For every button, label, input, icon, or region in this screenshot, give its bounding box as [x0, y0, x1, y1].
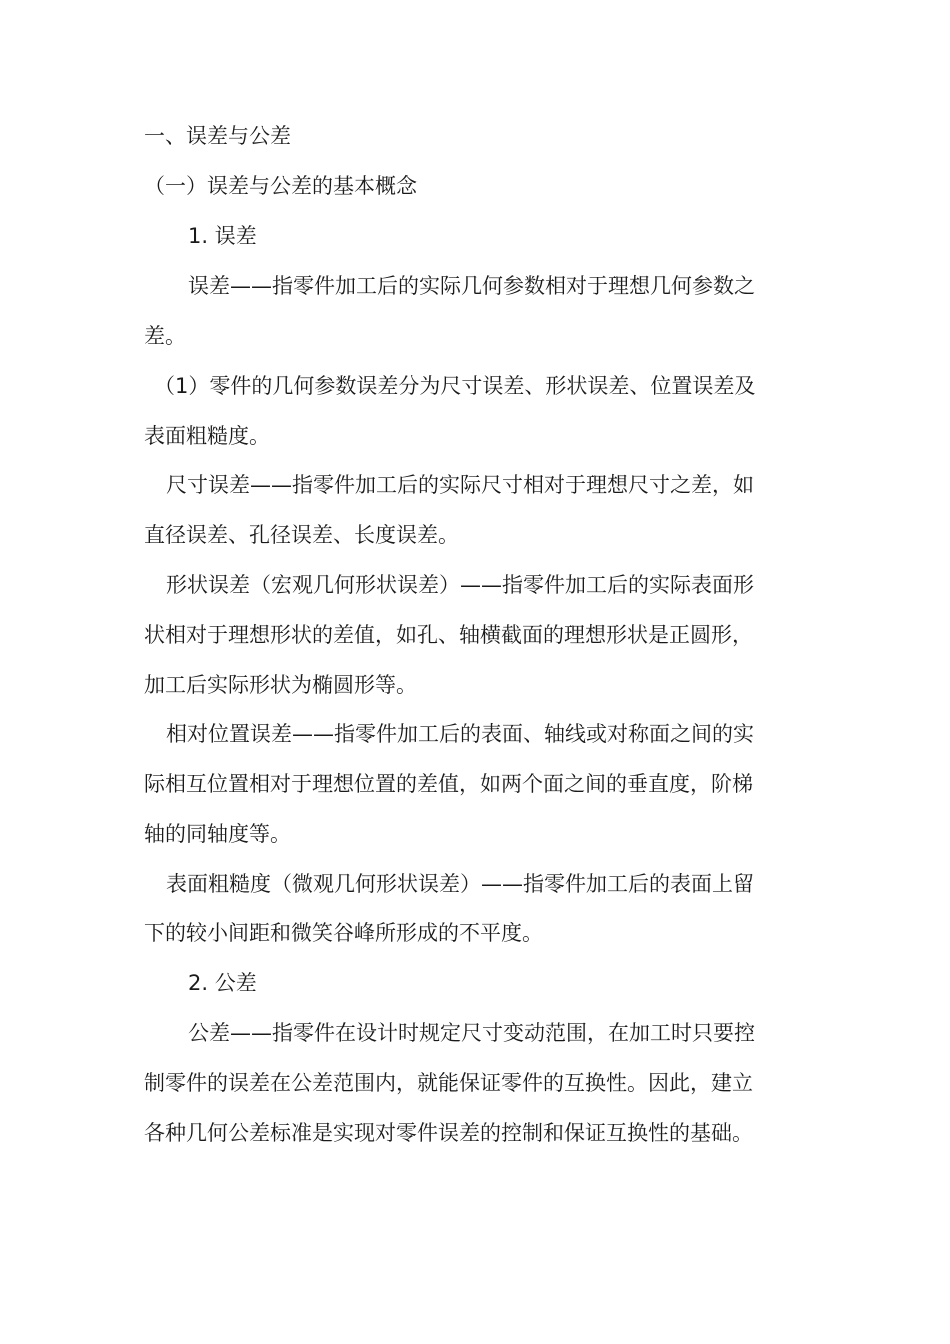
shape-error-line-1: 形状误差（宏观几何形状误差）——指零件加工后的实际表面形: [166, 573, 754, 597]
section-2-title: 2. 公差: [188, 971, 257, 995]
tolerance-definition-line-1: 公差——指零件在设计时规定尺寸变动范围，在加工时只要控: [188, 1021, 755, 1045]
error-definition-line-1: 误差——指零件加工后的实际几何参数相对于理想几何参数之: [188, 274, 755, 298]
tolerance-definition-line-2: 制零件的误差在公差范围内，就能保证零件的互换性。因此，建立: [144, 1071, 753, 1095]
shape-error-line-3: 加工后实际形状为椭圆形等。: [144, 673, 417, 697]
shape-error-line-2: 状相对于理想形状的差值，如孔、轴横截面的理想形状是正圆形，: [144, 623, 753, 647]
size-error-line-2: 直径误差、孔径误差、长度误差。: [144, 523, 459, 547]
roughness-line-1: 表面粗糙度（微观几何形状误差）——指零件加工后的表面上留: [166, 872, 754, 896]
size-error-line-1: 尺寸误差——指零件加工后的实际尺寸相对于理想尺寸之差，如: [166, 473, 754, 497]
error-types-line-1: （1）零件的几何参数误差分为尺寸误差、形状误差、位置误差及: [154, 374, 756, 398]
error-types-line-2: 表面粗糙度。: [144, 424, 270, 448]
position-error-line-2: 际相互位置相对于理想位置的差值，如两个面之间的垂直度，阶梯: [144, 772, 753, 796]
section-1-title: 1. 误差: [188, 224, 257, 248]
error-definition-line-2: 差。: [144, 324, 186, 348]
tolerance-definition-line-3: 各种几何公差标准是实现对零件误差的控制和保证互换性的基础。: [144, 1121, 753, 1145]
heading-1: 一、误差与公差: [144, 124, 291, 148]
position-error-line-3: 轴的同轴度等。: [144, 822, 291, 846]
position-error-line-1: 相对位置误差——指零件加工后的表面、轴线或对称面之间的实: [166, 722, 754, 746]
heading-2: （一）误差与公差的基本概念: [144, 174, 417, 198]
roughness-line-2: 下的较小间距和微笑谷峰所形成的不平度。: [144, 921, 543, 945]
